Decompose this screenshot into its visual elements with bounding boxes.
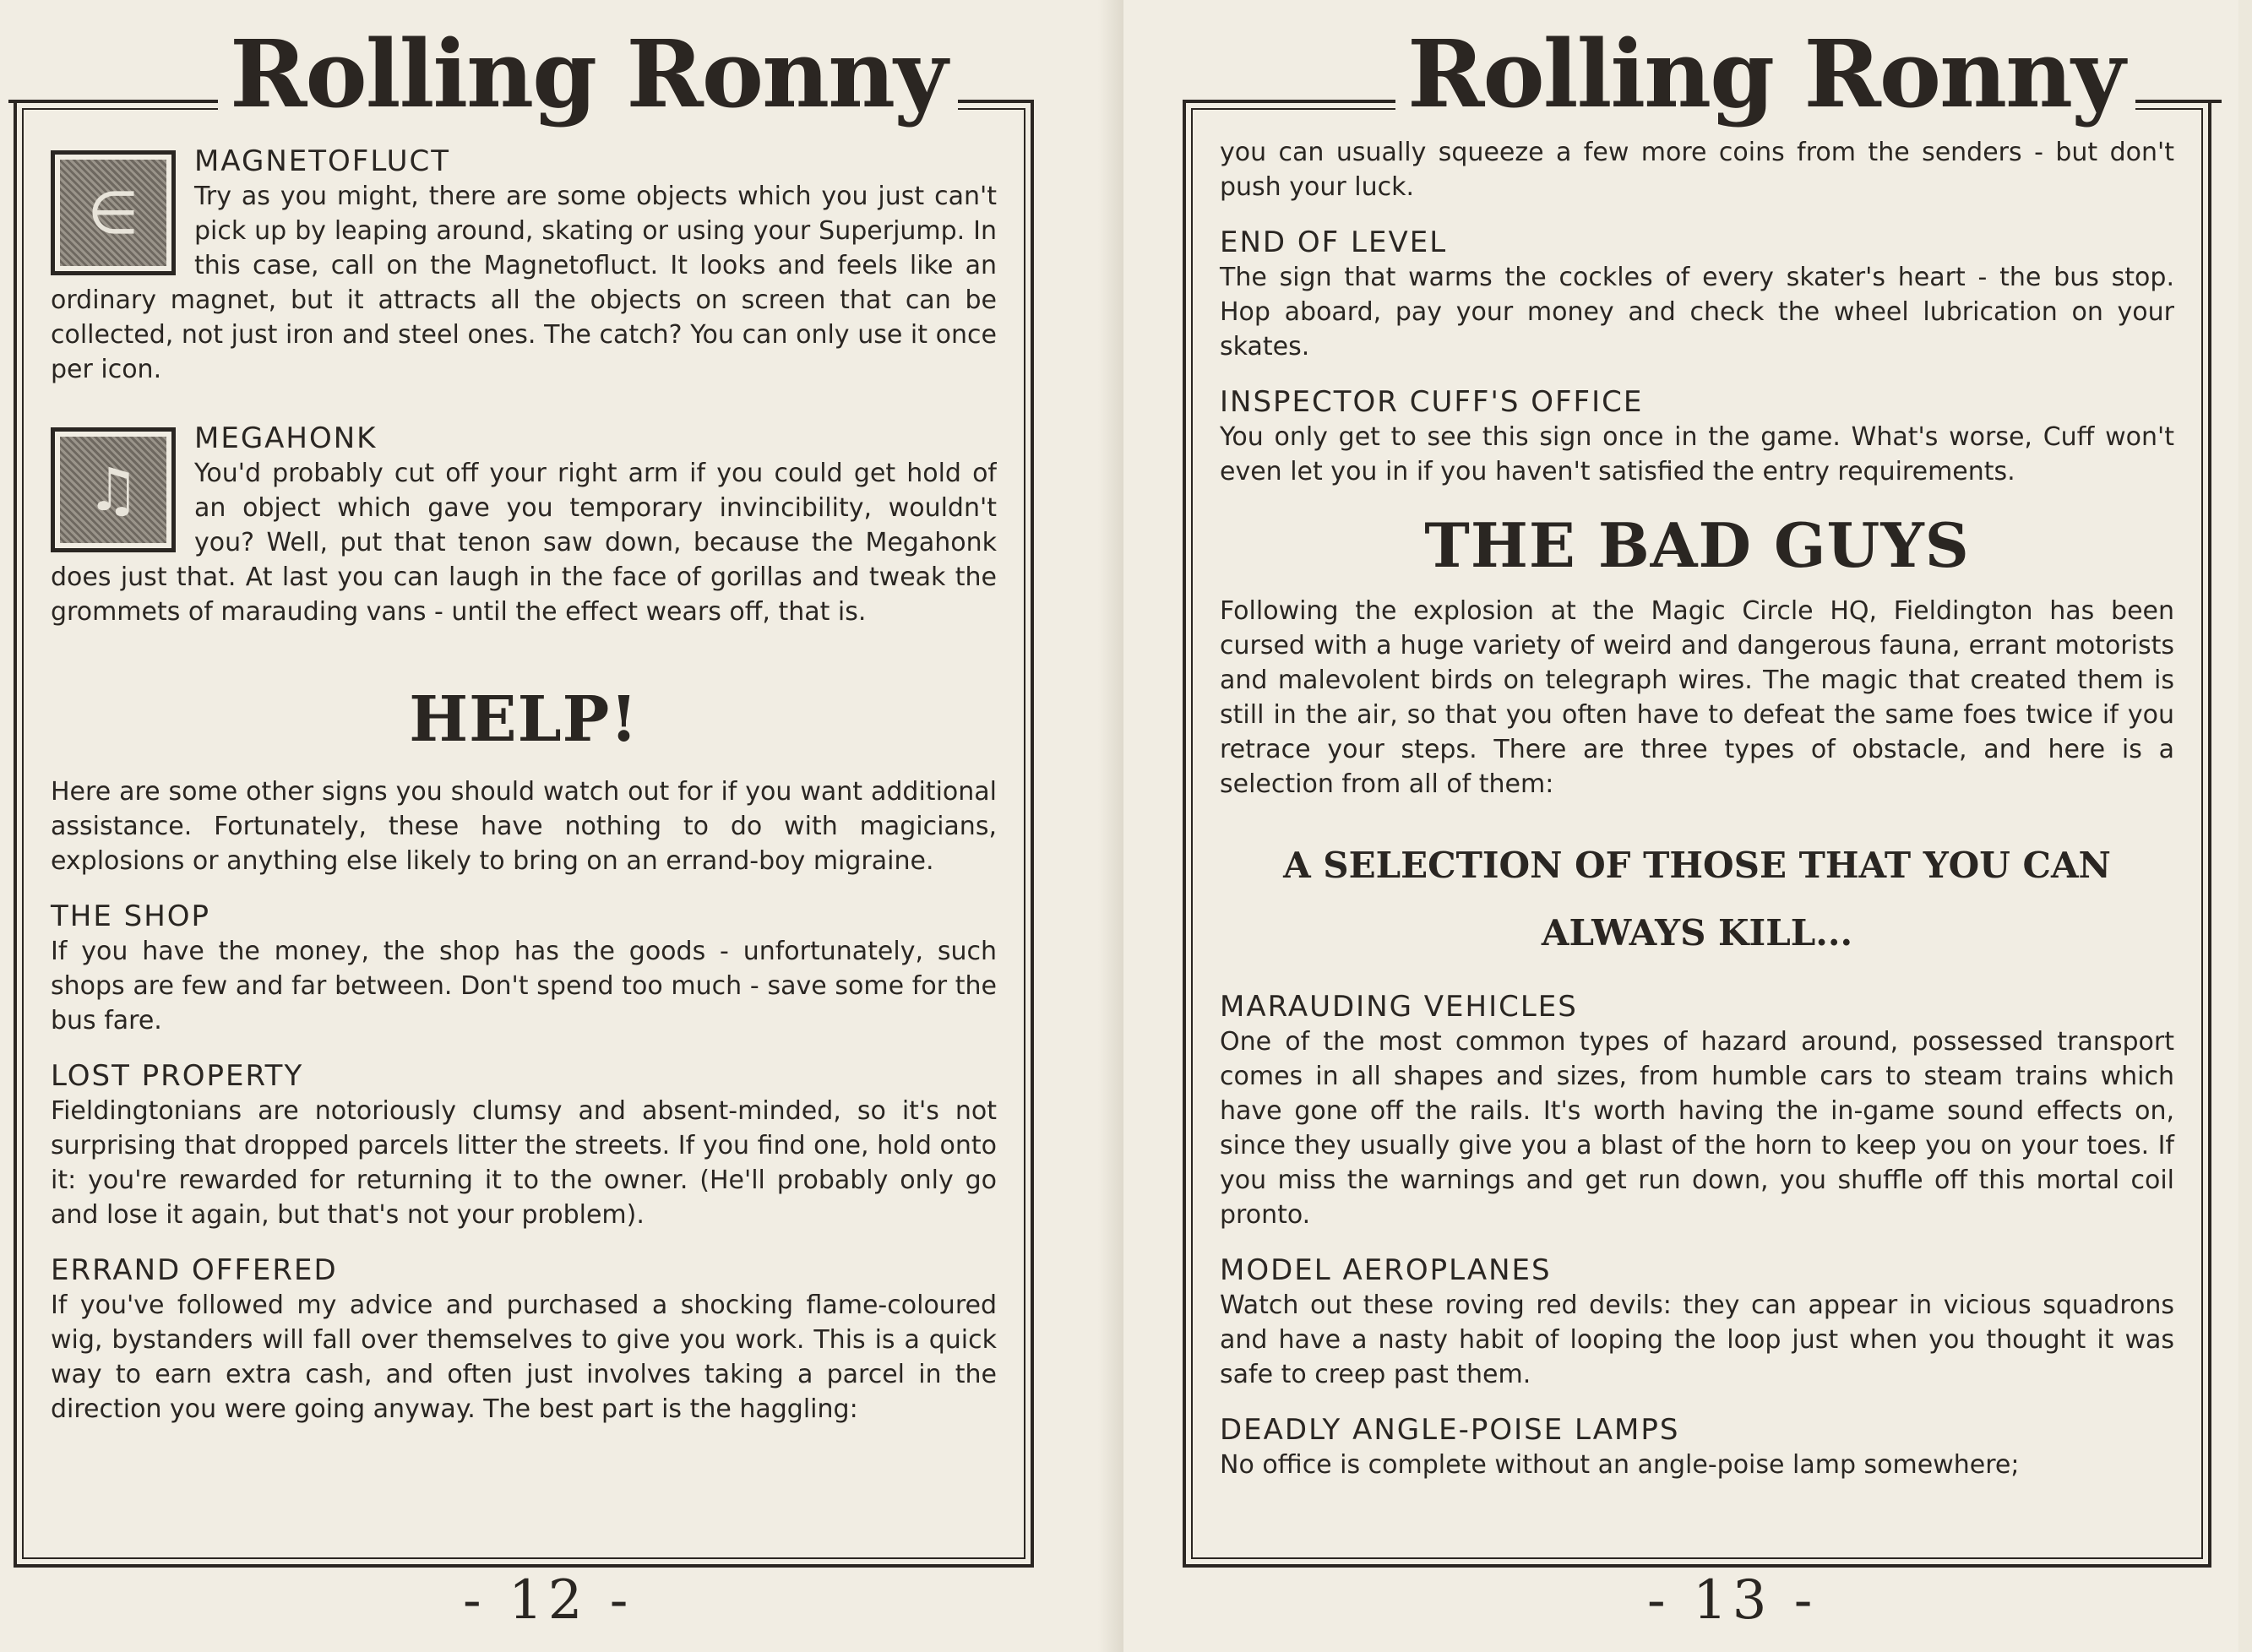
section-text: One of the most common types of hazard around, possessed transport comes in all shapes and sizes, from humble cars to steam trains which have gone off the rails. It's worth having the in-game sound effects on, since they usually give you a blast of the horn to keep you on your toes. If you miss the warnings and get run down, you shuffle off this mortal coil pronto. [1220, 1027, 2174, 1230]
section-heading: END OF LEVEL [1220, 226, 1448, 259]
page-content [1220, 135, 2174, 1530]
bad-guys-heading: THE BAD GUYS [1424, 509, 1970, 581]
magnet-icon: ∈ [51, 150, 176, 275]
section-heading: MARAUDING VEHICLES [1220, 990, 1578, 1024]
section-heading: INSPECTOR CUFF'S OFFICE [1220, 385, 1644, 419]
aeroplanes-section [1220, 1253, 2174, 1392]
page-12 [0, 0, 1115, 1652]
section-heading: DEADLY ANGLE-POISE LAMPS [1220, 1413, 1680, 1447]
lamps-section [1220, 1412, 2174, 1482]
page-frame [1183, 100, 2211, 1568]
section-text: Try as you might, there are some objects which you just can't pick up by leaping around, skating or using your Superjump. In this case, call on the Magnetofluct. It looks and feels like an ordinary magnet, but it attracts all the objects on screen that can be collected, not just iron and steel ones. The catch? You can only use it once per icon. [51, 182, 997, 384]
section-text: If you have the money, the shop has the goods - unfortunately, such shops are few and far between. Don't spend too much - save some for the bus fare. [51, 937, 997, 1035]
magnetofluct-section [51, 144, 997, 387]
section-heading: THE SHOP [51, 899, 211, 933]
inspector-section [1220, 384, 2174, 489]
shop-section [51, 899, 997, 1038]
bad-guys-text: Following the explosion at the Magic Circle HQ, Fieldington has been cursed with a huge variety of weird and dangerous fauna, errant motorists and malevolent birds on telegraph wires. The magic that created them is still in the air, so that you often have to defeat the same foes twice if you retrace your steps. There are three types of obstacle, and here is a selection from all of them: [1220, 596, 2174, 799]
vehicles-section [1220, 989, 2174, 1232]
help-intro-text: Here are some other signs you should watch out for if you want additional assistance. Fortunately, these have nothing to do with magicians, explosions or anything else likely to bring on an errand-boy migraine. [51, 777, 997, 876]
section-heading: LOST PROPERTY [51, 1059, 304, 1093]
selection-heading: A SELECTION OF THOSE THAT YOU CAN ALWAYS KILL... [1283, 845, 2111, 954]
end-of-level-section [1220, 225, 2174, 364]
section-heading: MEGAHONK [194, 421, 378, 455]
section-text: Fieldingtonians are notoriously clumsy and absent-minded, so it's not surprising that dropped parcels litter the streets. If you find one, hold onto it: you're rewarded for returning it to the owner. (He'll probably only go and lose it again, but that's not your problem). [51, 1096, 997, 1230]
section-heading: MAGNETOFLUCT [194, 144, 450, 178]
section-text: The sign that warms the cockles of every skater's heart - the bus stop. Hop aboard, pay your money and check the wheel lubrication on your skates. [1220, 263, 2174, 361]
page-number: - 12 - [463, 1569, 634, 1632]
page-frame [14, 100, 1034, 1568]
help-intro [51, 774, 997, 878]
section-heading: ERRAND OFFERED [51, 1253, 338, 1287]
continuation [1220, 135, 2174, 204]
section-text: You'd probably cut off your right arm if you could get hold of an object which gave you temporary invincibility, wouldn't you? Well, put that tenon saw down, because the Megahonk does just that. At last you can laugh in the face of gorillas and tweak the grommets of marauding vans - until the effect wears off, that is. [51, 459, 997, 627]
continuation-text: you can usually squeeze a few more coins from the senders - but don't push your luck. [1220, 138, 2174, 202]
page-title: Rolling Ronny [1395, 24, 2135, 125]
help-heading: HELP! [409, 683, 639, 756]
section-heading: MODEL AEROPLANES [1220, 1253, 1552, 1287]
page-content [51, 144, 997, 1530]
errand-offered-section [51, 1253, 997, 1426]
section-text: Watch out these roving red devils: they can appear in vicious squadrons and have a nasty habit of looping the loop just when you thought it was safe to creep past them. [1220, 1291, 2174, 1389]
section-text: No office is complete without an angle-poise lamp somewhere; [1220, 1450, 2020, 1480]
lost-property-section [51, 1058, 997, 1232]
page-number: - 13 - [1647, 1569, 1818, 1632]
page-13 [1123, 0, 2238, 1652]
section-text: You only get to see this sign once in the game. What's worse, Cuff won't even let you in if you haven't satisfied the entry requirements. [1220, 422, 2174, 486]
horn-icon: ♫ [51, 427, 176, 552]
section-text: If you've followed my advice and purchased a shocking flame-coloured wig, bystanders will fall over themselves to give you work. This is a quick way to earn extra cash, and often just involves taking a parcel in the direction you were going anyway. The best part is the haggling: [51, 1291, 997, 1424]
page-title: Rolling Ronny [218, 24, 958, 125]
megahonk-section [51, 421, 997, 629]
bad-guys-intro [1220, 594, 2174, 802]
